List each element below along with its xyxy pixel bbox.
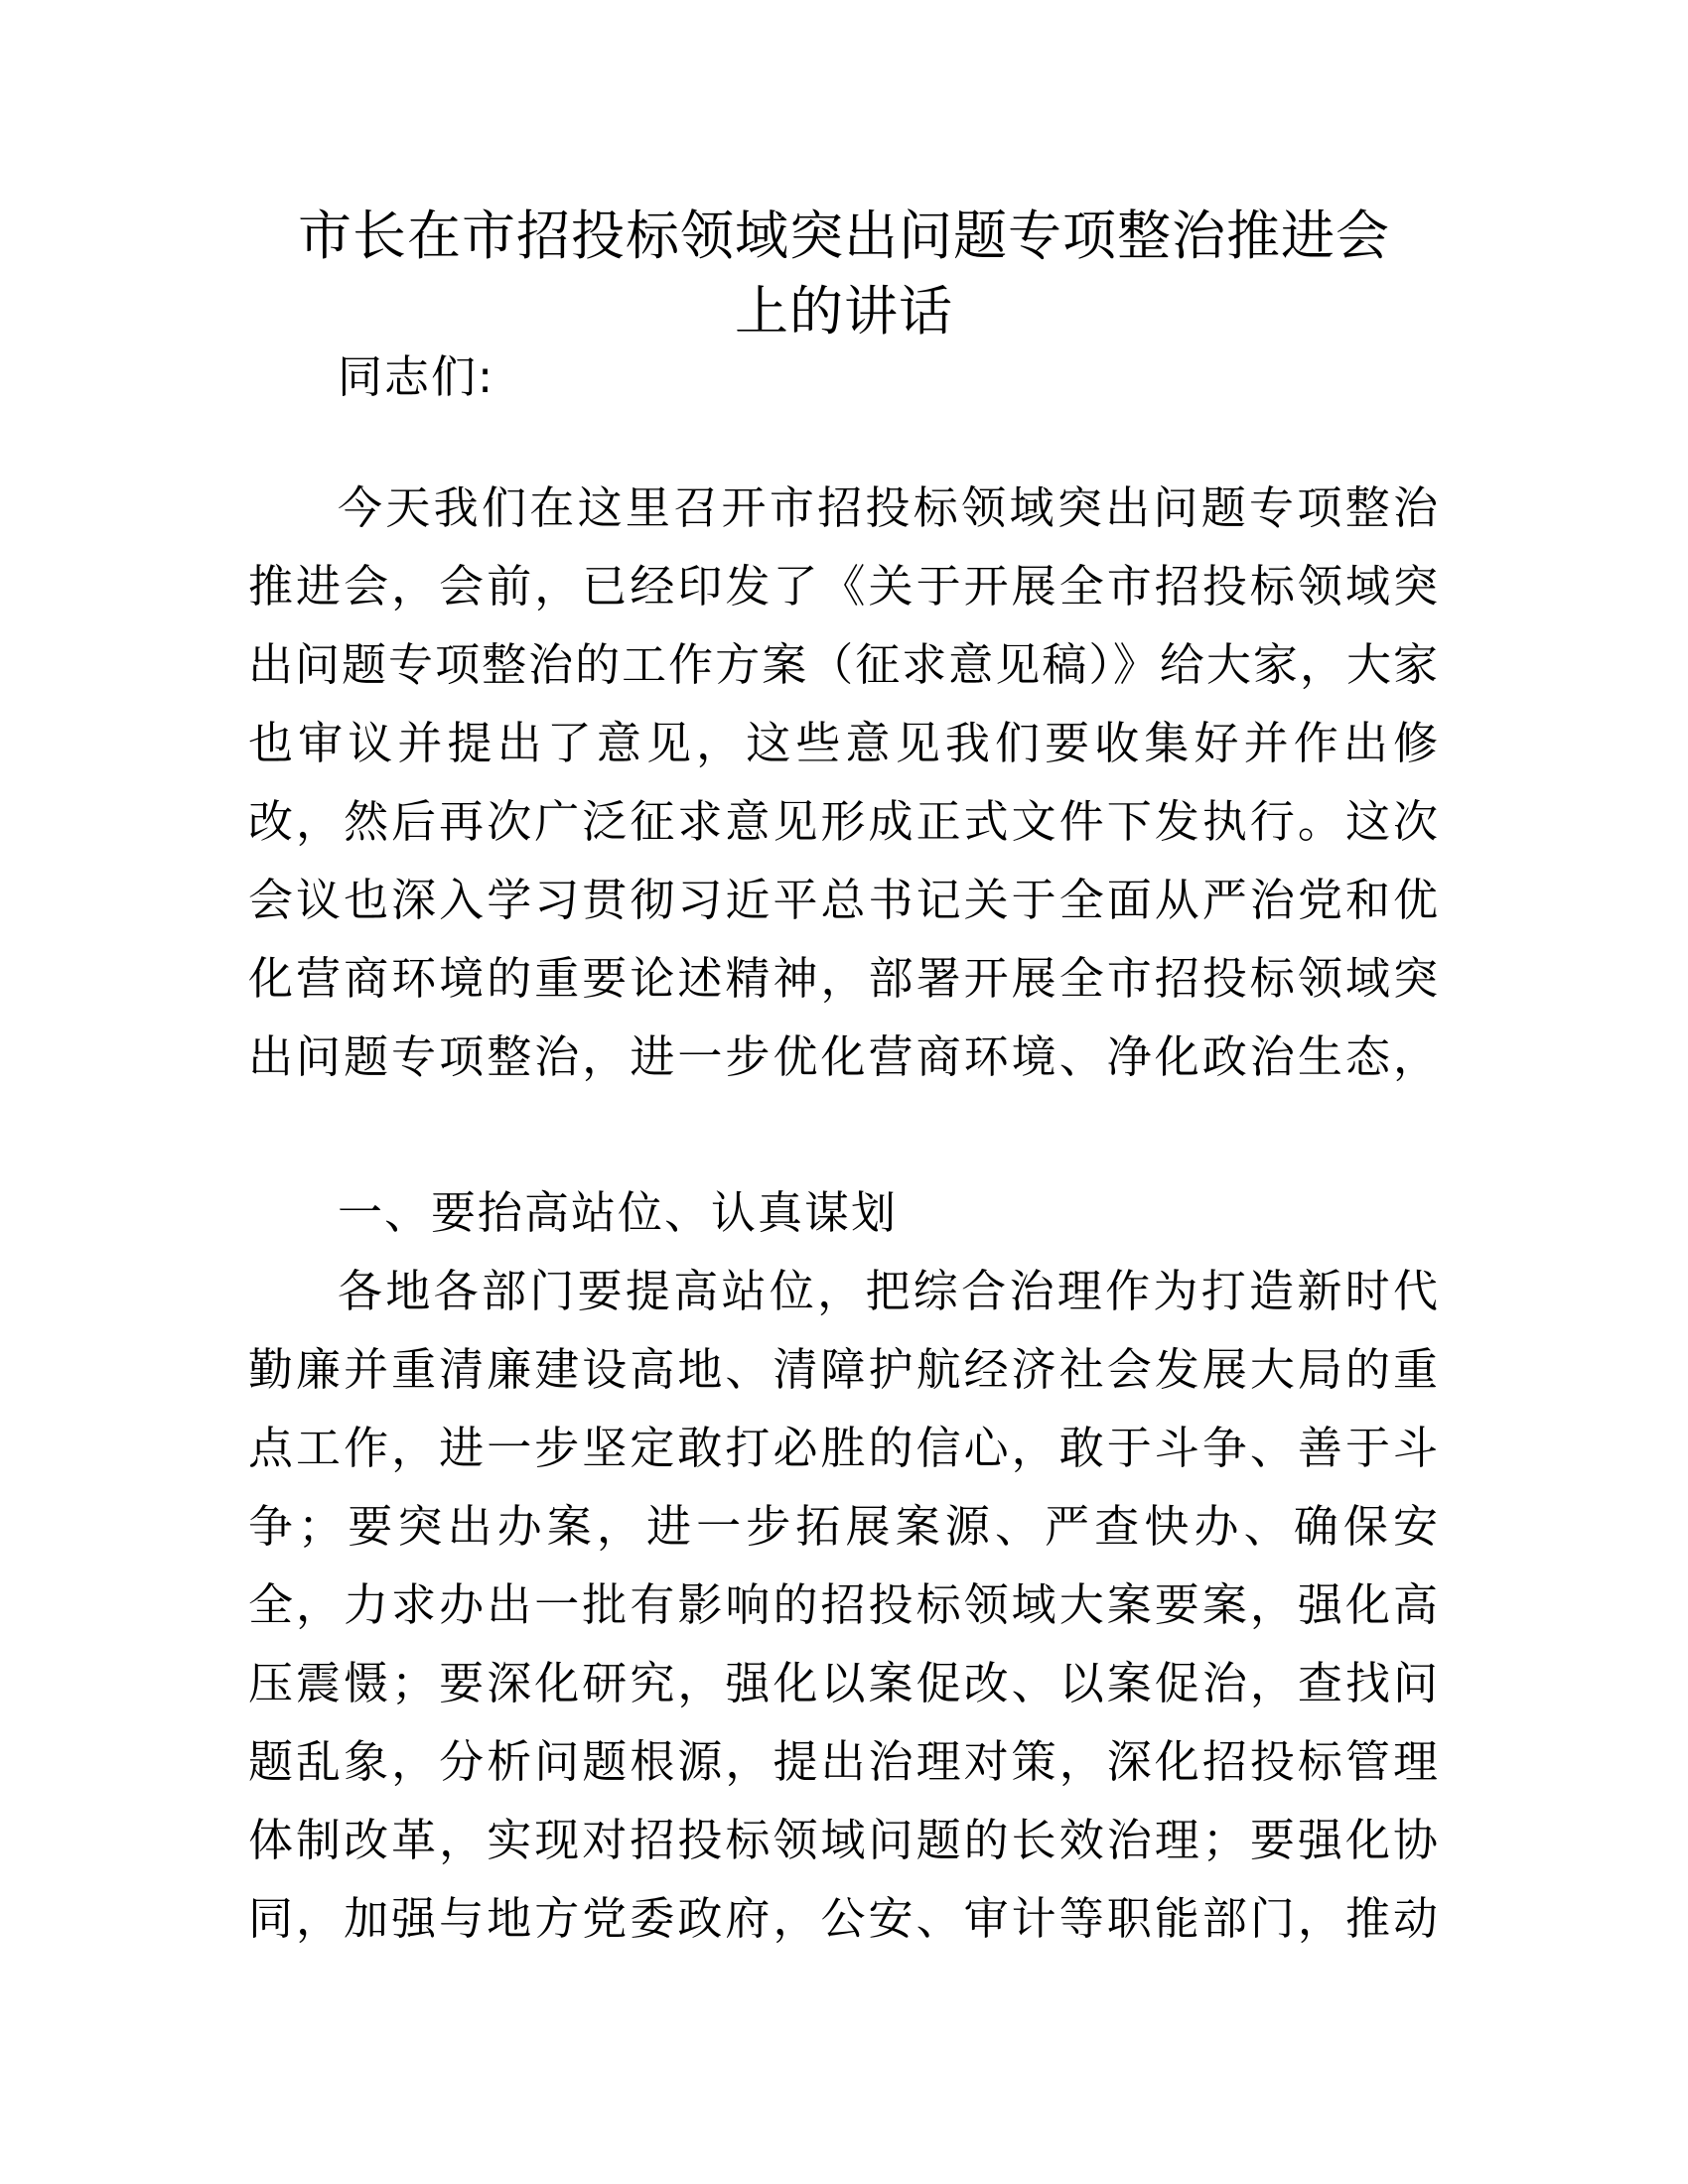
salutation: 同志们:: [338, 350, 495, 403]
document-title: 市长在市招投标领域突出问题专项整治推进会 上的讲话: [298, 205, 1390, 342]
section-heading-1: 一、要抬高站位、认真谋划: [338, 1186, 899, 1239]
paragraph-intro: 今天我们在这里召开市招投标领域突出问题专项整治推进会，会前，已经印发了《关于开展全市招投标领域突出问题专项整治的工作方案（征求意见稿）》给大家，大家也审议并提出了意见，这些意见我们要收集好并作出修改，然后再次广泛征求意见形成正式文件下发执行。这次会议也深入学习贯彻习近平总书记关于全面从严治党和优化营商环境的重要论述精神，部署开展全市招投标领域突出问题专项整治，进一步优化营商环境、净化政治生态，: [248, 481, 1440, 1083]
paragraph-section-1: 各地各部门要提高站位，把综合治理作为打造新时代勤廉并重清廉建设高地、清障护航经济社会发展大局的重点工作，进一步坚定敢打必胜的信心，敢于斗争、善于斗争；要突出办案，进一步拓展案源、严查快办、确保安全，力求办出一批有影响的招投标领域大案要案，强化高压震慑；要深化研究，强化以案促改、以案促治，查找问题乱象，分析问题根源，提出治理对策，深化招投标管理体制改革，实现对招投标领域问题的长效治理；要强化协同，加强与地方党委政府，公安、审计等职能部门，推动: [248, 1265, 1440, 1945]
